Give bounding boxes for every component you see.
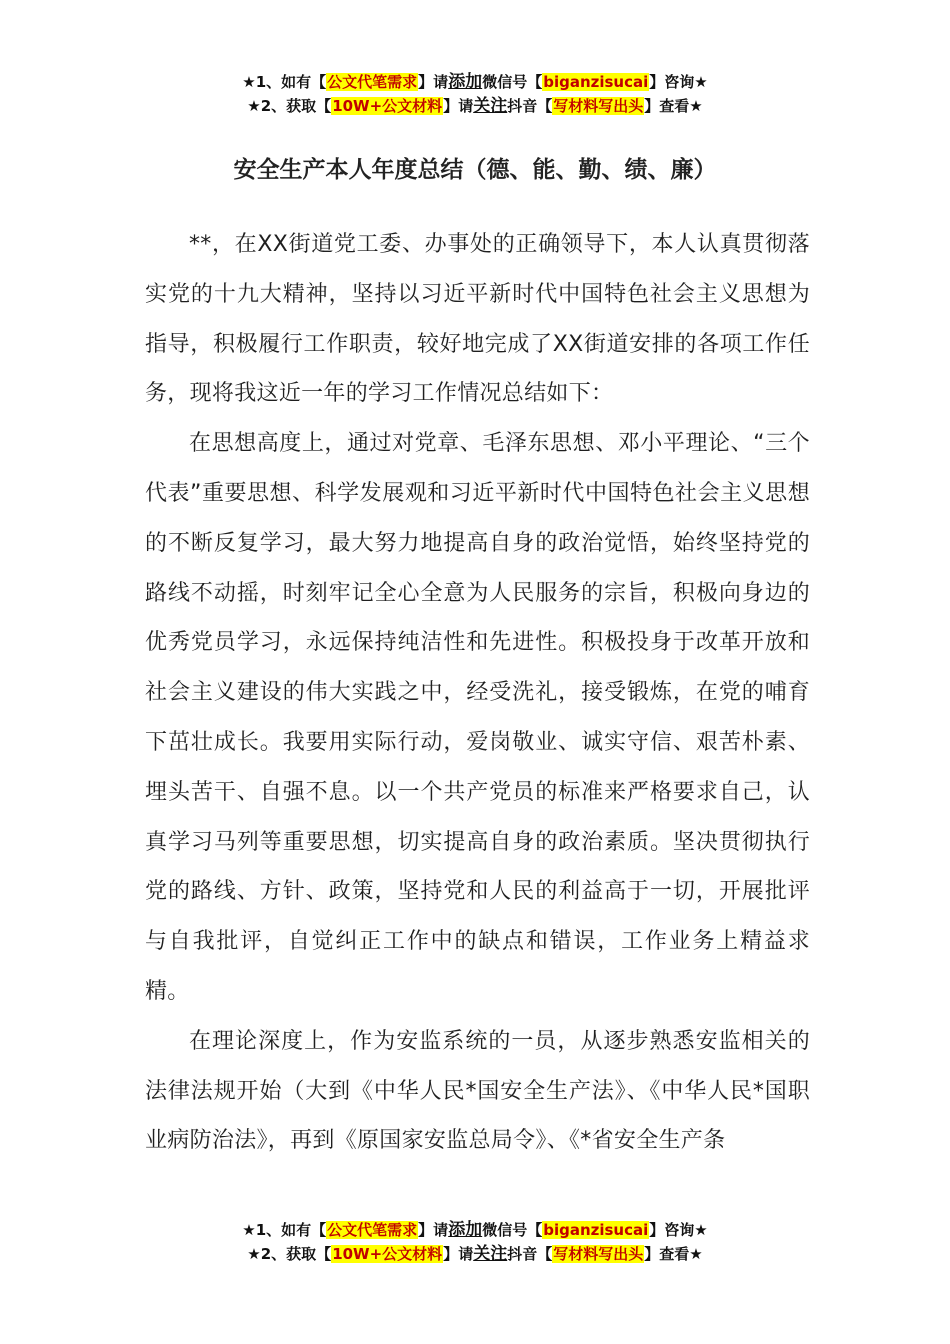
highlight-wechat-id: biganzisucai	[543, 1221, 649, 1239]
highlight-douyin-account: 写材料写出头	[553, 1245, 644, 1263]
highlight-materials: 10W+公文材料	[332, 1245, 443, 1263]
banner-text: 】查看★	[644, 1245, 703, 1263]
banner-text: ★1、如有【	[242, 1221, 327, 1239]
footer-banner	[0, 1218, 950, 1266]
banner-text: ★1、如有【	[242, 73, 327, 91]
paragraph-intro: **，在XX街道党工委、办事处的正确领导下，本人认真贯彻落实党的十九大精神，坚持以习近平新时代中国特色社会主义思想为指导，积极履行工作职责，较好地完成了XX街道安排的各项工作任务，现将我这近一年的学习工作情况总结如下：	[145, 232, 810, 407]
paragraph-theory: 在理论深度上，作为安监系统的一员，从逐步熟悉安监相关的法律法规开始（大到《中华人民*国安全生产法》、《中华人民*国职业病防治法》，再到《原国家安监总局令》、《*省安全生产条	[145, 1028, 810, 1154]
banner-text: 】咨询★	[649, 73, 708, 91]
banner-line-1	[0, 1218, 950, 1242]
banner-text: 】请	[418, 73, 449, 91]
banner-text: 抖音【	[507, 1245, 553, 1263]
banner-line-1	[0, 70, 950, 94]
emphasis-follow: 关注	[473, 1244, 508, 1264]
document-body	[145, 220, 810, 1166]
banner-text: 】请	[418, 1221, 449, 1239]
banner-line-2	[0, 94, 950, 118]
header-banner	[0, 70, 950, 118]
emphasis-add: 添加	[448, 1220, 483, 1240]
highlight-service: 公文代笔需求	[327, 73, 418, 91]
banner-text: 】咨询★	[649, 1221, 708, 1239]
banner-text: 】请	[443, 97, 474, 115]
banner-text: ★2、获取【	[247, 97, 332, 115]
emphasis-follow: 关注	[473, 96, 508, 116]
highlight-wechat-id: biganzisucai	[543, 73, 649, 91]
emphasis-add: 添加	[448, 72, 483, 92]
banner-text: ★2、获取【	[247, 1245, 332, 1263]
banner-text: 】查看★	[644, 97, 703, 115]
banner-line-2	[0, 1242, 950, 1266]
banner-text: 】请	[443, 1245, 474, 1263]
highlight-materials: 10W+公文材料	[332, 97, 443, 115]
highlight-douyin-account: 写材料写出头	[553, 97, 644, 115]
banner-text: 微信号【	[482, 1221, 543, 1239]
document-title: 安全生产本人年度总结（德、能、勤、绩、廉）	[233, 157, 717, 183]
highlight-service: 公文代笔需求	[327, 1221, 418, 1239]
paragraph-ideology: 在思想高度上，通过对党章、毛泽东思想、邓小平理论、“三个代表”重要思想、科学发展观和习近平新时代中国特色社会主义思想的不断反复学习，最大努力地提高自身的政治觉悟，始终坚持党的路线不动摇，时刻牢记全心全意为人民服务的宗旨，积极向身边的优秀党员学习，永远保持纯洁性和先进性。积极投身于改革开放和社会主义建设的伟大实践之中，经受洗礼，接受锻炼，在党的哺育下茁壮成长。我要用实际行动，爱岗敬业、诚实守信、艰苦朴素、埋头苦干、自强不息。以一个共产党员的标准来严格要求自己，认真学习马列等重要思想，切实提高自身的政治素质。坚决贯彻执行党的路线、方针、政策，坚持党和人民的利益高于一切，开展批评与自我批评，自觉纠正工作中的缺点和错误，工作业务上精益求精。	[145, 431, 810, 1004]
banner-text: 抖音【	[507, 97, 553, 115]
banner-text: 微信号【	[482, 73, 543, 91]
